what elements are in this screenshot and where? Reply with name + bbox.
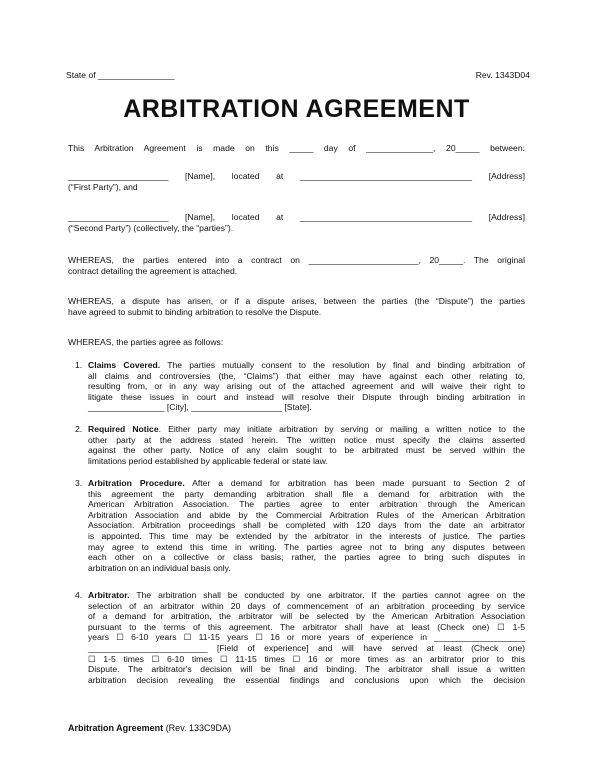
footer-revision: (Rev. 133C9DA) — [163, 723, 232, 733]
clause-number: 1. — [75, 360, 83, 370]
clause-text: may agree to extend this time in writing. The parties agree not to bring any disputes between — [88, 541, 525, 552]
clause-text: Arbitration Association and abide by the Commercial Arbitration Rules of the American Arbitration — [88, 509, 525, 520]
first-party-line: _____________________ [Name], located at ____________________________________ [Address] — [68, 171, 525, 181]
clause-text: After a demand for arbitration has been made pursuant to Section 2 of — [184, 478, 525, 488]
clause-text: each other on a collective or class basis; rather, the parties agree to bring such disputes in — [88, 552, 525, 563]
clause-text: Association. Arbitration proceedings shall be completed with 120 days from the date an arbitrator — [88, 520, 525, 531]
clause-text: arbitration decision revealing the essential findings and conclusions upon which the decision — [88, 674, 525, 685]
clause-heading: Arbitrator. — [88, 590, 130, 600]
clause-heading: Claims Covered. — [88, 360, 161, 370]
clause-required-notice — [75, 424, 525, 466]
whereas-dispute — [68, 296, 525, 318]
whereas-contract — [68, 255, 525, 277]
clause-text: The parties mutually consent to the resolution by final and binding arbitration of — [160, 360, 525, 370]
clause-text: other party at the address stated herein. The written notice must specify the claims asserted — [88, 434, 525, 445]
clause-text: all claims and controversies (the, “Claims”) that either may have against each other relating to, — [88, 370, 525, 381]
state-field: State of ________________ — [66, 70, 175, 80]
clause-text: ________________ [City], ___________________ [State]. — [88, 402, 312, 413]
whereas-dispute-line: WHEREAS, a dispute has arisen, or if a dispute arises, between the parties (the “Dispute”) the parties — [68, 296, 525, 306]
intro-line: This Arbitration Agreement is made on this _____ day of ______________, 20_____ between: — [68, 143, 525, 153]
page-footer — [68, 723, 231, 734]
clause-text: limitations period established by applicable federal or state law. — [88, 455, 328, 466]
clause-text: arbitration on an individual basis only. — [88, 562, 231, 573]
clause-text: years ☐ 6-10 years ☐ 11-15 years ☐ 16 or more years of experience in ___________________ — [88, 632, 525, 643]
whereas-contract-line-2: contract detailing the agreement is attached. — [68, 266, 238, 276]
whereas-dispute-line-2: have agreed to submit to binding arbitration to resolve the Dispute. — [68, 307, 322, 317]
first-party-block — [68, 171, 525, 193]
clause-text: pursuant to the terms of this agreement. The arbitrator shall have at least (Check one) ☐ 1-5 — [88, 621, 525, 632]
clause-arbitrator — [75, 590, 525, 685]
whereas-agree: WHEREAS, the parties agree as follows: — [68, 337, 224, 347]
clause-heading: Arbitration Procedure. — [88, 478, 185, 488]
clause-text: against the other party. Notice of any claim sought to be arbitrated must be served within the — [88, 445, 525, 456]
clause-heading: Required Notice — [88, 424, 159, 434]
clause-text: _________________________ [Field of experience] and will have served at least (Check one) — [88, 642, 525, 653]
clause-text: Dispute. The arbitrator's decision will be final and binding. The arbitrator shall issue a written — [88, 664, 525, 675]
clause-text: is appointed. This time may be extended by the arbitrator in the interests of justice. The parties — [88, 530, 525, 541]
clause-text: American Arbitration Association. The parties agree to enter arbitration through the American — [88, 499, 525, 510]
document-title: ARBITRATION AGREEMENT — [123, 95, 470, 123]
second-party-label: (“Second Party”) (collectively, the “parties”). — [68, 223, 234, 233]
revision-label: Rev. 1343D04 — [475, 70, 530, 80]
clause-number: 2. — [75, 424, 83, 434]
clause-arbitration-procedure — [75, 478, 525, 573]
second-party-block — [68, 212, 525, 234]
clause-text: . Either party may initiate arbitration by serving or mailing a written notice to the — [158, 424, 525, 434]
clause-text: of a demand for arbitration, the arbitrator will be selected by the American Arbitration Association — [88, 611, 525, 622]
whereas-contract-line: WHEREAS, the parties entered into a contract on _______________________, 20_____. The original — [68, 255, 525, 265]
clause-number: 3. — [75, 478, 83, 488]
clause-text: resulting from, or in any way arising out of the attached agreement and will waive their right to — [88, 381, 525, 392]
clause-number: 4. — [75, 590, 83, 600]
clause-text: litigate these issues in court and instead will resolve their Dispute through binding arbitration in — [88, 391, 525, 402]
clause-text: selection of an arbitrator within 20 days of commencement of an arbitration proceeding by service — [88, 600, 525, 611]
clause-claims-covered — [75, 360, 525, 413]
clause-text: this agreement the party demanding arbitration shall file a demand for arbitration with the — [88, 488, 525, 499]
first-party-label: (“First Party”), and — [68, 182, 138, 192]
footer-title: Arbitration Agreement — [68, 723, 164, 733]
second-party-line: _____________________ [Name], located at ____________________________________ [Address] — [68, 212, 525, 222]
clause-text: The arbitration shall be conducted by one arbitrator. If the parties cannot agree on the — [129, 590, 525, 600]
clause-text: ☐ 1-5 times ☐ 6-10 times ☐ 11-15 times ☐ 16 or more times as an arbitrator prior to this — [88, 653, 525, 664]
